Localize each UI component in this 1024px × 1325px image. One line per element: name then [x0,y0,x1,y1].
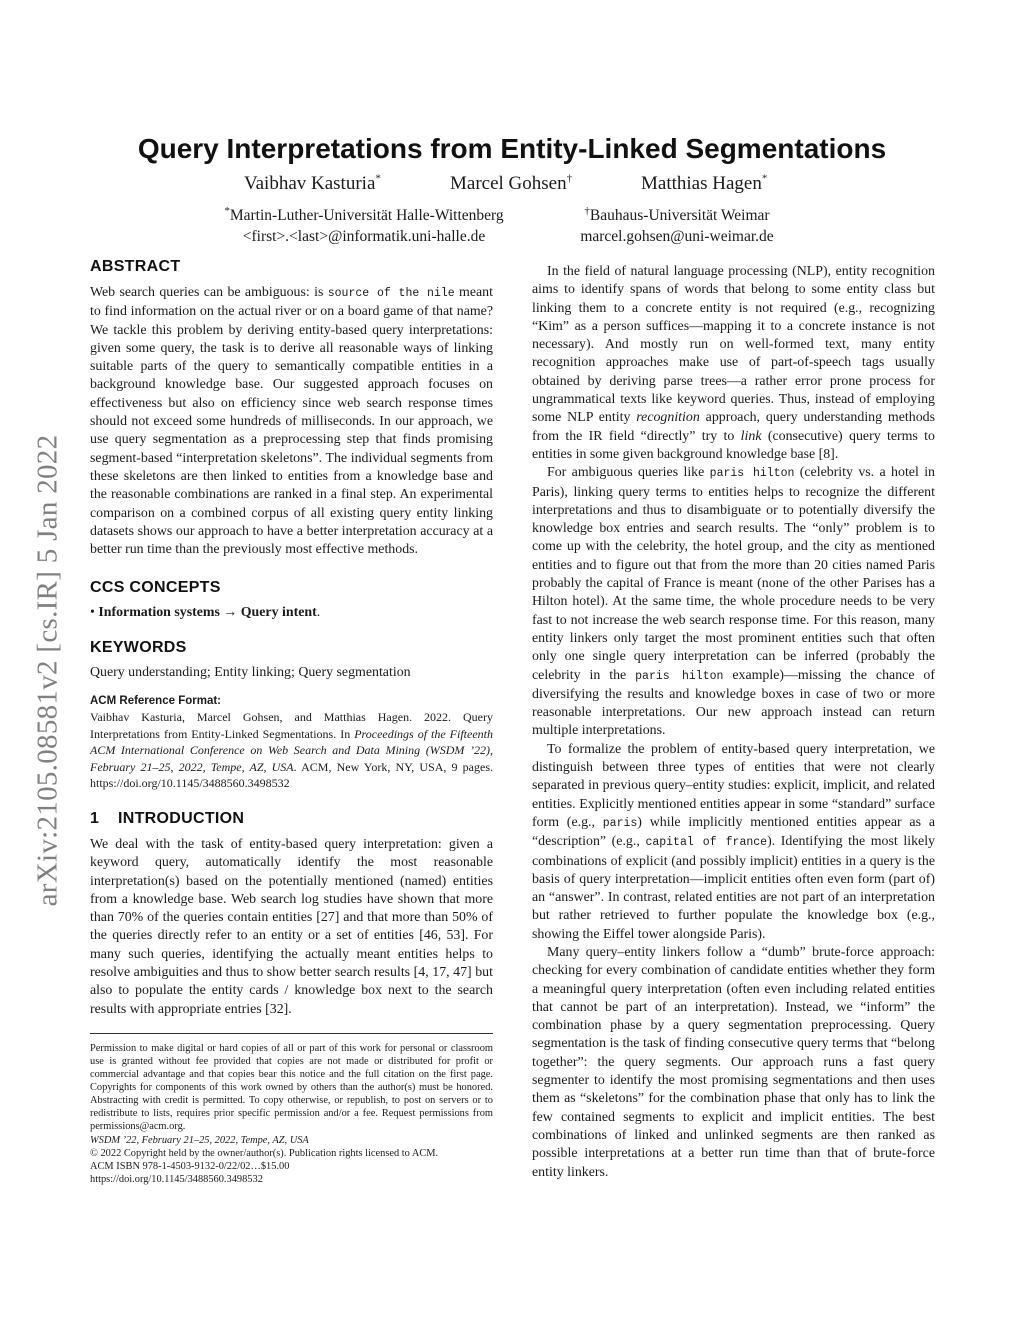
author-3 [641,173,767,195]
affiliation-mark: † [584,204,590,217]
author-name: Vaibhav Kasturia [244,173,376,194]
paragraph-4: Many query–entity linkers follow a “dumb” brute-force approach: checking for every combination of candidate entities whether they form a meaningful query interpretation (often even including related entities that cannot be part of an interpretation). Instead, we “inform” the combination phase by a query segmentation preprocessing. Query segmentation is the task of finding consecutive query terms that “belong together”: the query segments. Our approach runs a fast query segmenter to identify the most promising segmentations and then uses them as “skeletons” for the combination phase that only has to link the few contained segments to explicit and implicit entities. The best combinations of linked and unlinked segments are then ranked as possible interpretations at a better run time than that of brute-force entity linkers. [532,944,935,1180]
query-example: source of the nile [327,287,455,300]
arxiv-id: arXiv:2105.08581v2 [cs.IR] 5 Jan 2022 [31,434,64,906]
paragraph-2: For ambiguous queries like paris hilton (celebrity vs. a hotel in Paris), linking query terms to entities helps to recognize the different interpretations and thus to disambiguate or to potentially diversify the knowledge box entries and search results. The “only” problem is to come up with the celebrity, the hotel group, and the city as mentioned entities and to figure out that from the more than 20 cities named Paris probably the capital of France is meant (none of the other Parises has a Hilton hotel). At the same time, the whole procedure needs to be very fast to not increase the web search response time. For this reason, many entity linkers only target the most prominent entities such that often only one single query interpretation can be inferred (probably the celebrity in the paris hilton example)—missing the chance of diversifying the results and knowledge boxes in case of two or more reasonable interpretations. Our new approach instead can return multiple interpretations. [532,465,935,739]
intro-heading: 1 INTRODUCTION [90,809,245,827]
ccs-heading: CCS CONCEPTS [90,579,221,597]
paper-title: Query Interpretations from Entity-Linked Segmentations [137,133,887,164]
author-2 [450,173,572,195]
right-column [532,263,935,1182]
footnote-rule [90,1033,493,1034]
acm-reference-text: Vaibhav Kasturia, Marcel Gohsen, and Matthias Hagen. 2022. Query Interpretations from Entity-Linked Segmentations. In Proceedings of the Fifteenth ACM International Conference on Web Search and Data Mining (WSDM ’22), February 21–25, 2022, Tempe, AZ, USA. ACM, New York, NY, USA, 9 pages. https://doi.org/10.1145/3488560.3498532 [90,710,493,791]
author-name: Marcel Gohsen [450,173,567,194]
paragraph-1: In the field of natural language processing (NLP), entity recognition aims to identify spans of words that belong to some entity class but linking them to a concrete entity is not required (e.g., recognizing “Kim” as a person suffices—mapping it to a concrete instance is not necessary). And mostly run on well-formed text, many entity recognition approaches make use of part-of-speech tags usually obtained by deriving parse trees—a rather error prone process for ungrammatical texts like keyword queries. Thus, instead of employing some NLP entity recognition approach, query understanding methods from the IR field “directly” try to link (consecutive) query terms to entities in some given background knowledge base [8]. [532,264,935,462]
doi-link[interactable]: https://doi.org/10.1145/3488560.3498532 [90,1173,263,1185]
author-name: Matthias Hagen [641,173,762,194]
affiliation-mark: * [224,204,230,217]
affiliation-2 [566,205,788,247]
arxiv-stamp [18,380,78,960]
keywords-text: Query understanding; Entity linking; Query segmentation [90,665,411,681]
abstract-text: Web search queries can be ambiguous: is source of the nile meant to find information on the actual river or on a board game of that name? We tackle this problem by deriving entity-based query interpretations: given some query, the task is to derive all reasonable ways of linking suitable parts of the query to semantically compatible entities in a background knowledge base. Our suggested approach focuses on effectiveness but also on efficiency since web search response times should not exceed some hundreds of milliseconds. In our approach, we use query segmentation as a preprocessing step that finds promising segment-based “interpretation skeletons”. The individual segments from these skeletons are then linked to entities from a knowledge base and the reasonable combinations are ranked in a final step. An experimental comparison on a combined corpus of all existing query entity linking datasets shows our approach to have a better interpretation accuracy at a better run time than the previously most effective methods. [90,285,493,558]
affiliation-email: marcel.gohsen@uni-weimar.de [580,228,774,245]
isbn-line: ACM ISBN 978-1-4503-9132-0/22/02…$15.00 [90,1160,290,1172]
keywords-heading: KEYWORDS [90,639,187,657]
affiliation-1 [208,205,520,247]
author-1 [244,173,381,195]
paragraph-3: To formalize the problem of entity-based query interpretation, we distinguish between three types of entities that were not clearly separated in previous query–entity studies: explicit, implicit, and related entities. Explicitly mentioned entities appear in some “standard” surface form (e.g., paris) while implicitly mentioned entities appear as a “description” (e.g., capital of france). Identifying the most likely combinations of explicit (and possibly implicit) entities in a query is the basis of query interpretation—implicit entities often even form (part of) an “answer”. In contrast, related entities are not part of an interpretation but rather retrieved to further populate the knowledge box (e.g., showing the Eiffel tower alongside Paris). [532,741,935,942]
author-mark: * [761,172,768,185]
affiliation-name: Martin-Luther-Universität Halle-Wittenberg [229,207,504,224]
conference-venue: WSDM ’22, February 21–25, 2022, Tempe, AZ, USA [90,1134,309,1146]
author-mark: † [566,172,573,185]
acm-reference-heading: ACM Reference Format: [90,695,221,708]
left-column [90,258,493,1186]
intro-text: We deal with the task of entity-based query interpretation: given a keyword query, automatically identify the most reasonable interpretation(s) based on the potentially mentioned (named) entities from a knowledge base. Web search log studies have shown that more than 70% of the queries contain entities [27] and that more than 50% of the queries directly refer to an entity or a set of entities [46, 53]. For many such queries, identifying the actually meant entities helps to resolve ambiguities and thus to show better search results [4, 17, 47] but also to populate the entity cards / knowledge box next to the search results with appropriate entries [32]. [90,836,493,1017]
abstract-heading: ABSTRACT [90,258,181,275]
permission-text: Permission to make digital or hard copies of all or part of this work for personal or classroom use is granted without fee provided that copies are not made or distributed for profit or commercial advantage and that copies bear this notice and the full citation on the first page. Copyrights for components of this work owned by others than the author(s) must be honored. Abstracting with credit is permitted. To copy otherwise, or republish, to post on servers or to redistribute to lists, requires prior specific permission and/or a fee. Request permissions from permissions@acm.org. [90,1042,493,1133]
author-mark: * [375,172,381,185]
copyright-line: © 2022 Copyright held by the owner/author(s). Publication rights licensed to ACM. [90,1147,439,1159]
author-list [88,173,936,197]
ccs-concepts: • Information systems → Query intent. [90,605,321,621]
permission-block [90,1042,493,1186]
affiliation-name: Bauhaus-Universität Weimar [589,207,770,224]
affiliation-email: <first>.<last>@informatik.uni-halle.de [242,228,486,245]
